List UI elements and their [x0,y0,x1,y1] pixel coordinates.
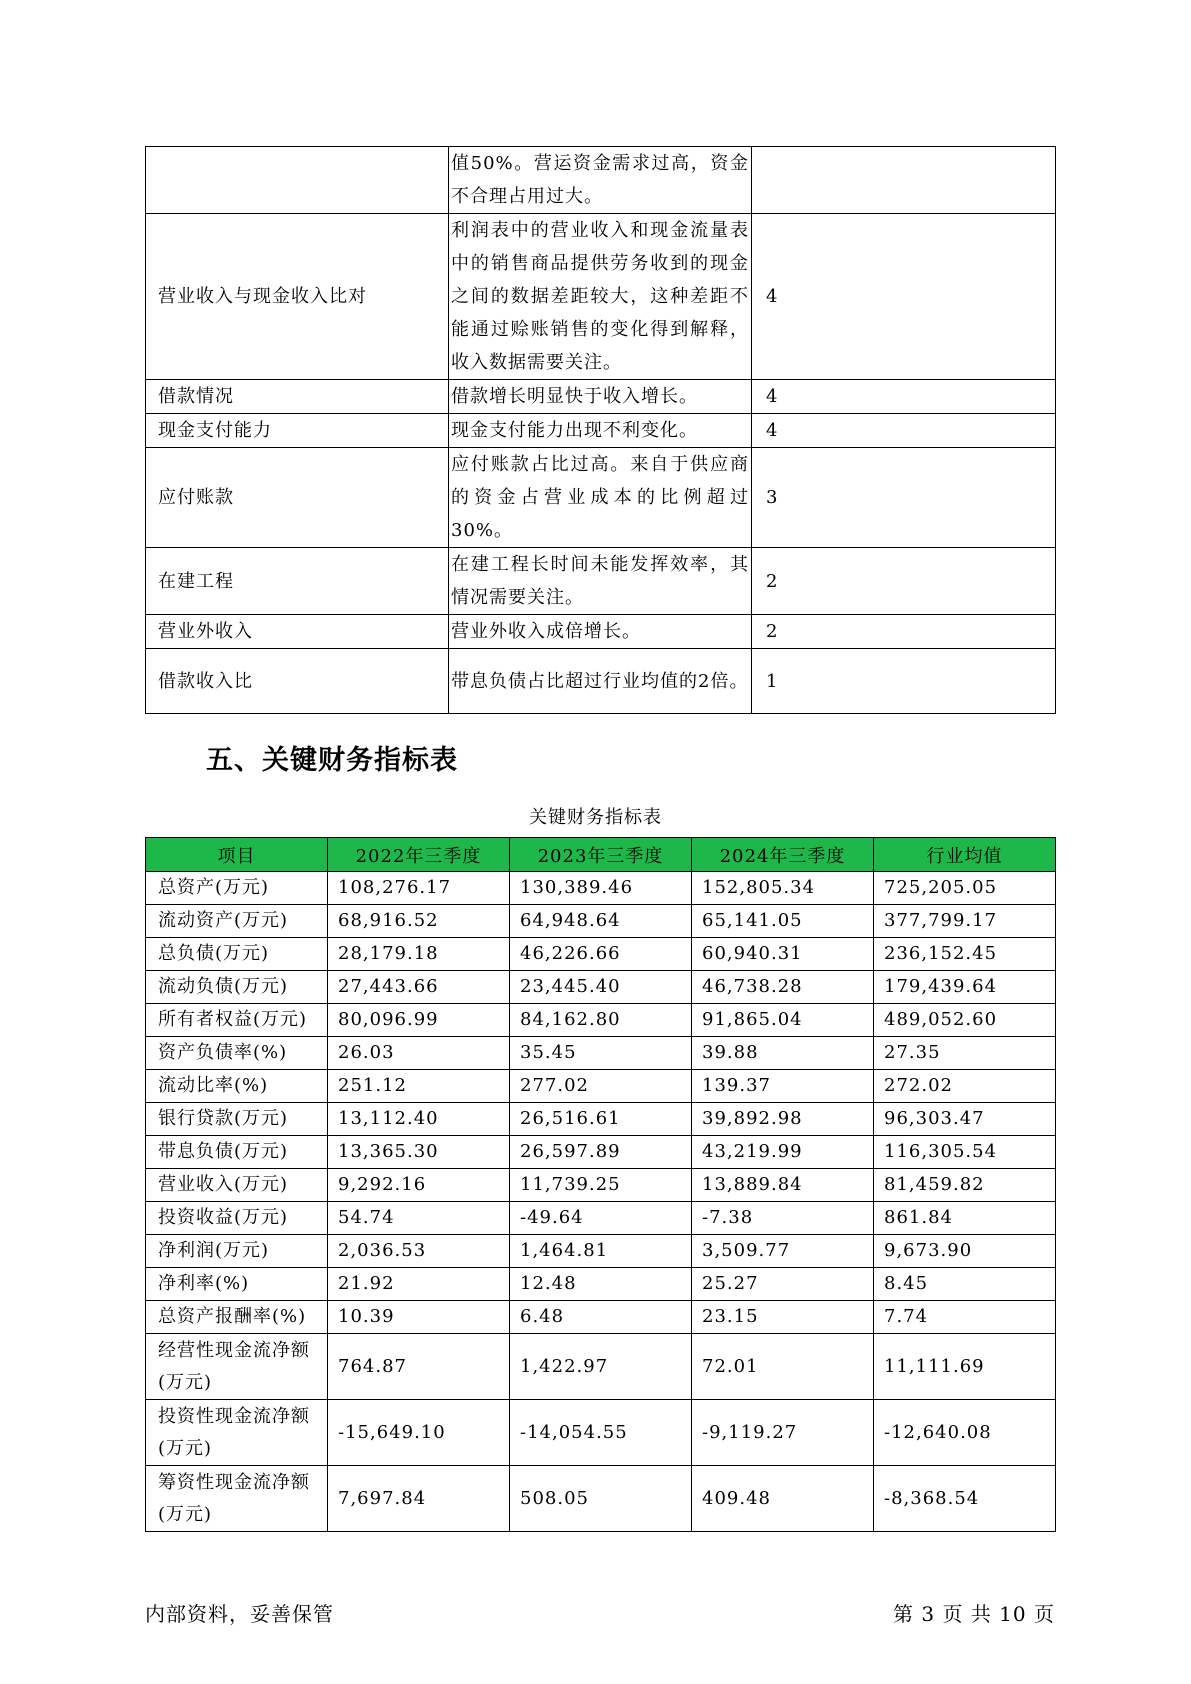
table-row [146,214,1056,380]
indicator-value: 72.01 [692,1334,874,1400]
indicator-value: 8.45 [874,1268,1056,1301]
table-row [146,548,1056,615]
indicator-value: 277.02 [510,1070,692,1103]
risk-description: 营业外收入成倍增长。 [449,615,752,649]
table-row [146,1169,1056,1202]
column-header: 项目 [146,838,328,872]
table-row [146,1235,1056,1268]
indicator-value: 108,276.17 [328,872,510,905]
table-row [146,1268,1056,1301]
table-row [146,1400,1056,1466]
risk-indicator-table [145,146,1056,714]
table-row [146,448,1056,548]
indicator-value: 11,111.69 [874,1334,1056,1400]
table-row [146,1037,1056,1070]
indicator-label: 流动负债(万元) [146,971,328,1004]
indicator-value: 409.48 [692,1466,874,1532]
table-row [146,1004,1056,1037]
indicator-value: 3,509.77 [692,1235,874,1268]
indicator-value: 54.74 [328,1202,510,1235]
table-caption: 关键财务指标表 [529,807,662,828]
indicator-value: 65,141.05 [692,905,874,938]
indicator-value: 236,152.45 [874,938,1056,971]
risk-score: 4 [752,414,1056,448]
indicator-value: 116,305.54 [874,1136,1056,1169]
indicator-value: 13,365.30 [328,1136,510,1169]
indicator-label: 总资产报酬率(%) [146,1301,328,1334]
risk-description: 应付账款占比过高。来自于供应商的资金占营业成本的比例超过30%。 [449,448,752,548]
indicator-value: 9,673.90 [874,1235,1056,1268]
indicator-value: 11,739.25 [510,1169,692,1202]
risk-item [146,147,449,214]
table-row [146,1301,1056,1334]
indicator-value: 46,226.66 [510,938,692,971]
table-row [146,649,1056,714]
financial-indicators-table [145,837,1056,1532]
table-row [146,1202,1056,1235]
indicator-value: 508.05 [510,1466,692,1532]
indicator-value: 130,389.46 [510,872,692,905]
indicator-value: 10.39 [328,1301,510,1334]
table-row [146,414,1056,448]
indicator-label: 投资性现金流净额(万元) [146,1400,328,1466]
indicator-value: -49.64 [510,1202,692,1235]
footer-page-number: 第 3 页 共 10 页 [893,1602,1055,1626]
risk-score: 1 [752,649,1056,714]
indicator-value: 7.74 [874,1301,1056,1334]
table-row [146,147,1056,214]
indicator-value: 39.88 [692,1037,874,1070]
indicator-value: 13,889.84 [692,1169,874,1202]
table-row [146,905,1056,938]
indicator-value: 64,948.64 [510,905,692,938]
indicator-value: 23.15 [692,1301,874,1334]
indicator-label: 经营性现金流净额(万元) [146,1334,328,1400]
indicator-label: 总负债(万元) [146,938,328,971]
table-row [146,1136,1056,1169]
risk-score: 2 [752,615,1056,649]
indicator-value: -14,054.55 [510,1400,692,1466]
risk-score [752,147,1056,214]
indicator-value: 27,443.66 [328,971,510,1004]
indicator-value: 25.27 [692,1268,874,1301]
risk-description: 带息负债占比超过行业均值的2倍。 [449,649,752,714]
indicator-value: -7.38 [692,1202,874,1235]
indicator-value: -8,368.54 [874,1466,1056,1532]
indicator-value: 96,303.47 [874,1103,1056,1136]
risk-description: 在建工程长时间未能发挥效率，其情况需要关注。 [449,548,752,615]
section-heading: 五、关键财务指标表 [206,745,458,776]
indicator-value: 272.02 [874,1070,1056,1103]
risk-item: 应付账款 [146,448,449,548]
indicator-label: 所有者权益(万元) [146,1004,328,1037]
indicator-value: 46,738.28 [692,971,874,1004]
risk-item: 在建工程 [146,548,449,615]
indicator-value: 60,940.31 [692,938,874,971]
indicator-label: 带息负债(万元) [146,1136,328,1169]
indicator-value: 27.35 [874,1037,1056,1070]
indicator-value: 139.37 [692,1070,874,1103]
indicator-value: 2,036.53 [328,1235,510,1268]
indicator-value: -15,649.10 [328,1400,510,1466]
indicator-value: 68,916.52 [328,905,510,938]
risk-description: 借款增长明显快于收入增长。 [449,380,752,414]
column-header: 2022年三季度 [328,838,510,872]
indicator-value: 26.03 [328,1037,510,1070]
column-header: 2024年三季度 [692,838,874,872]
indicator-value: 26,516.61 [510,1103,692,1136]
column-header: 行业均值 [874,838,1056,872]
indicator-value: 80,096.99 [328,1004,510,1037]
risk-item: 借款情况 [146,380,449,414]
indicator-value: -12,640.08 [874,1400,1056,1466]
risk-description: 现金支付能力出现不利变化。 [449,414,752,448]
indicator-label: 流动资产(万元) [146,905,328,938]
table-row [146,872,1056,905]
indicator-label: 银行贷款(万元) [146,1103,328,1136]
indicator-label: 净利率(%) [146,1268,328,1301]
indicator-value: 861.84 [874,1202,1056,1235]
risk-item: 借款收入比 [146,649,449,714]
table-row [146,380,1056,414]
indicator-value: 725,205.05 [874,872,1056,905]
indicator-label: 净利润(万元) [146,1235,328,1268]
table-row [146,938,1056,971]
risk-score: 2 [752,548,1056,615]
risk-description: 值50%。营运资金需求过高，资金不合理占用过大。 [449,147,752,214]
risk-item: 营业外收入 [146,615,449,649]
risk-score: 3 [752,448,1056,548]
table-row [146,1466,1056,1532]
indicator-value: 26,597.89 [510,1136,692,1169]
indicator-value: 28,179.18 [328,938,510,971]
indicator-value: 21.92 [328,1268,510,1301]
risk-description: 利润表中的营业收入和现金流量表中的销售商品提供劳务收到的现金之间的数据差距较大，这种差距不能通过赊账销售的变化得到解释，收入数据需要关注。 [449,214,752,380]
footer-confidential-note: 内部资料，妥善保管 [145,1602,334,1626]
indicator-value: 43,219.99 [692,1136,874,1169]
indicator-value: 1,422.97 [510,1334,692,1400]
indicator-value: 39,892.98 [692,1103,874,1136]
indicator-label: 筹资性现金流净额(万元) [146,1466,328,1532]
indicator-value: 179,439.64 [874,971,1056,1004]
indicator-label: 投资收益(万元) [146,1202,328,1235]
table-row [146,1070,1056,1103]
table-row [146,615,1056,649]
indicator-value: 81,459.82 [874,1169,1056,1202]
indicator-label: 总资产(万元) [146,872,328,905]
indicator-value: 152,805.34 [692,872,874,905]
indicator-value: 9,292.16 [328,1169,510,1202]
table-header-row [146,838,1056,872]
indicator-label: 营业收入(万元) [146,1169,328,1202]
indicator-value: 377,799.17 [874,905,1056,938]
table-row [146,1103,1056,1136]
indicator-value: 91,865.04 [692,1004,874,1037]
indicator-value: -9,119.27 [692,1400,874,1466]
risk-score: 4 [752,380,1056,414]
risk-item: 营业收入与现金收入比对 [146,214,449,380]
risk-score: 4 [752,214,1056,380]
indicator-label: 资产负债率(%) [146,1037,328,1070]
table-row [146,1334,1056,1400]
indicator-value: 84,162.80 [510,1004,692,1037]
indicator-value: 13,112.40 [328,1103,510,1136]
indicator-value: 489,052.60 [874,1004,1056,1037]
indicator-value: 23,445.40 [510,971,692,1004]
indicator-value: 7,697.84 [328,1466,510,1532]
table-row [146,971,1056,1004]
indicator-label: 流动比率(%) [146,1070,328,1103]
column-header: 2023年三季度 [510,838,692,872]
indicator-value: 6.48 [510,1301,692,1334]
risk-item: 现金支付能力 [146,414,449,448]
indicator-value: 12.48 [510,1268,692,1301]
indicator-value: 764.87 [328,1334,510,1400]
indicator-value: 1,464.81 [510,1235,692,1268]
indicator-value: 251.12 [328,1070,510,1103]
indicator-value: 35.45 [510,1037,692,1070]
